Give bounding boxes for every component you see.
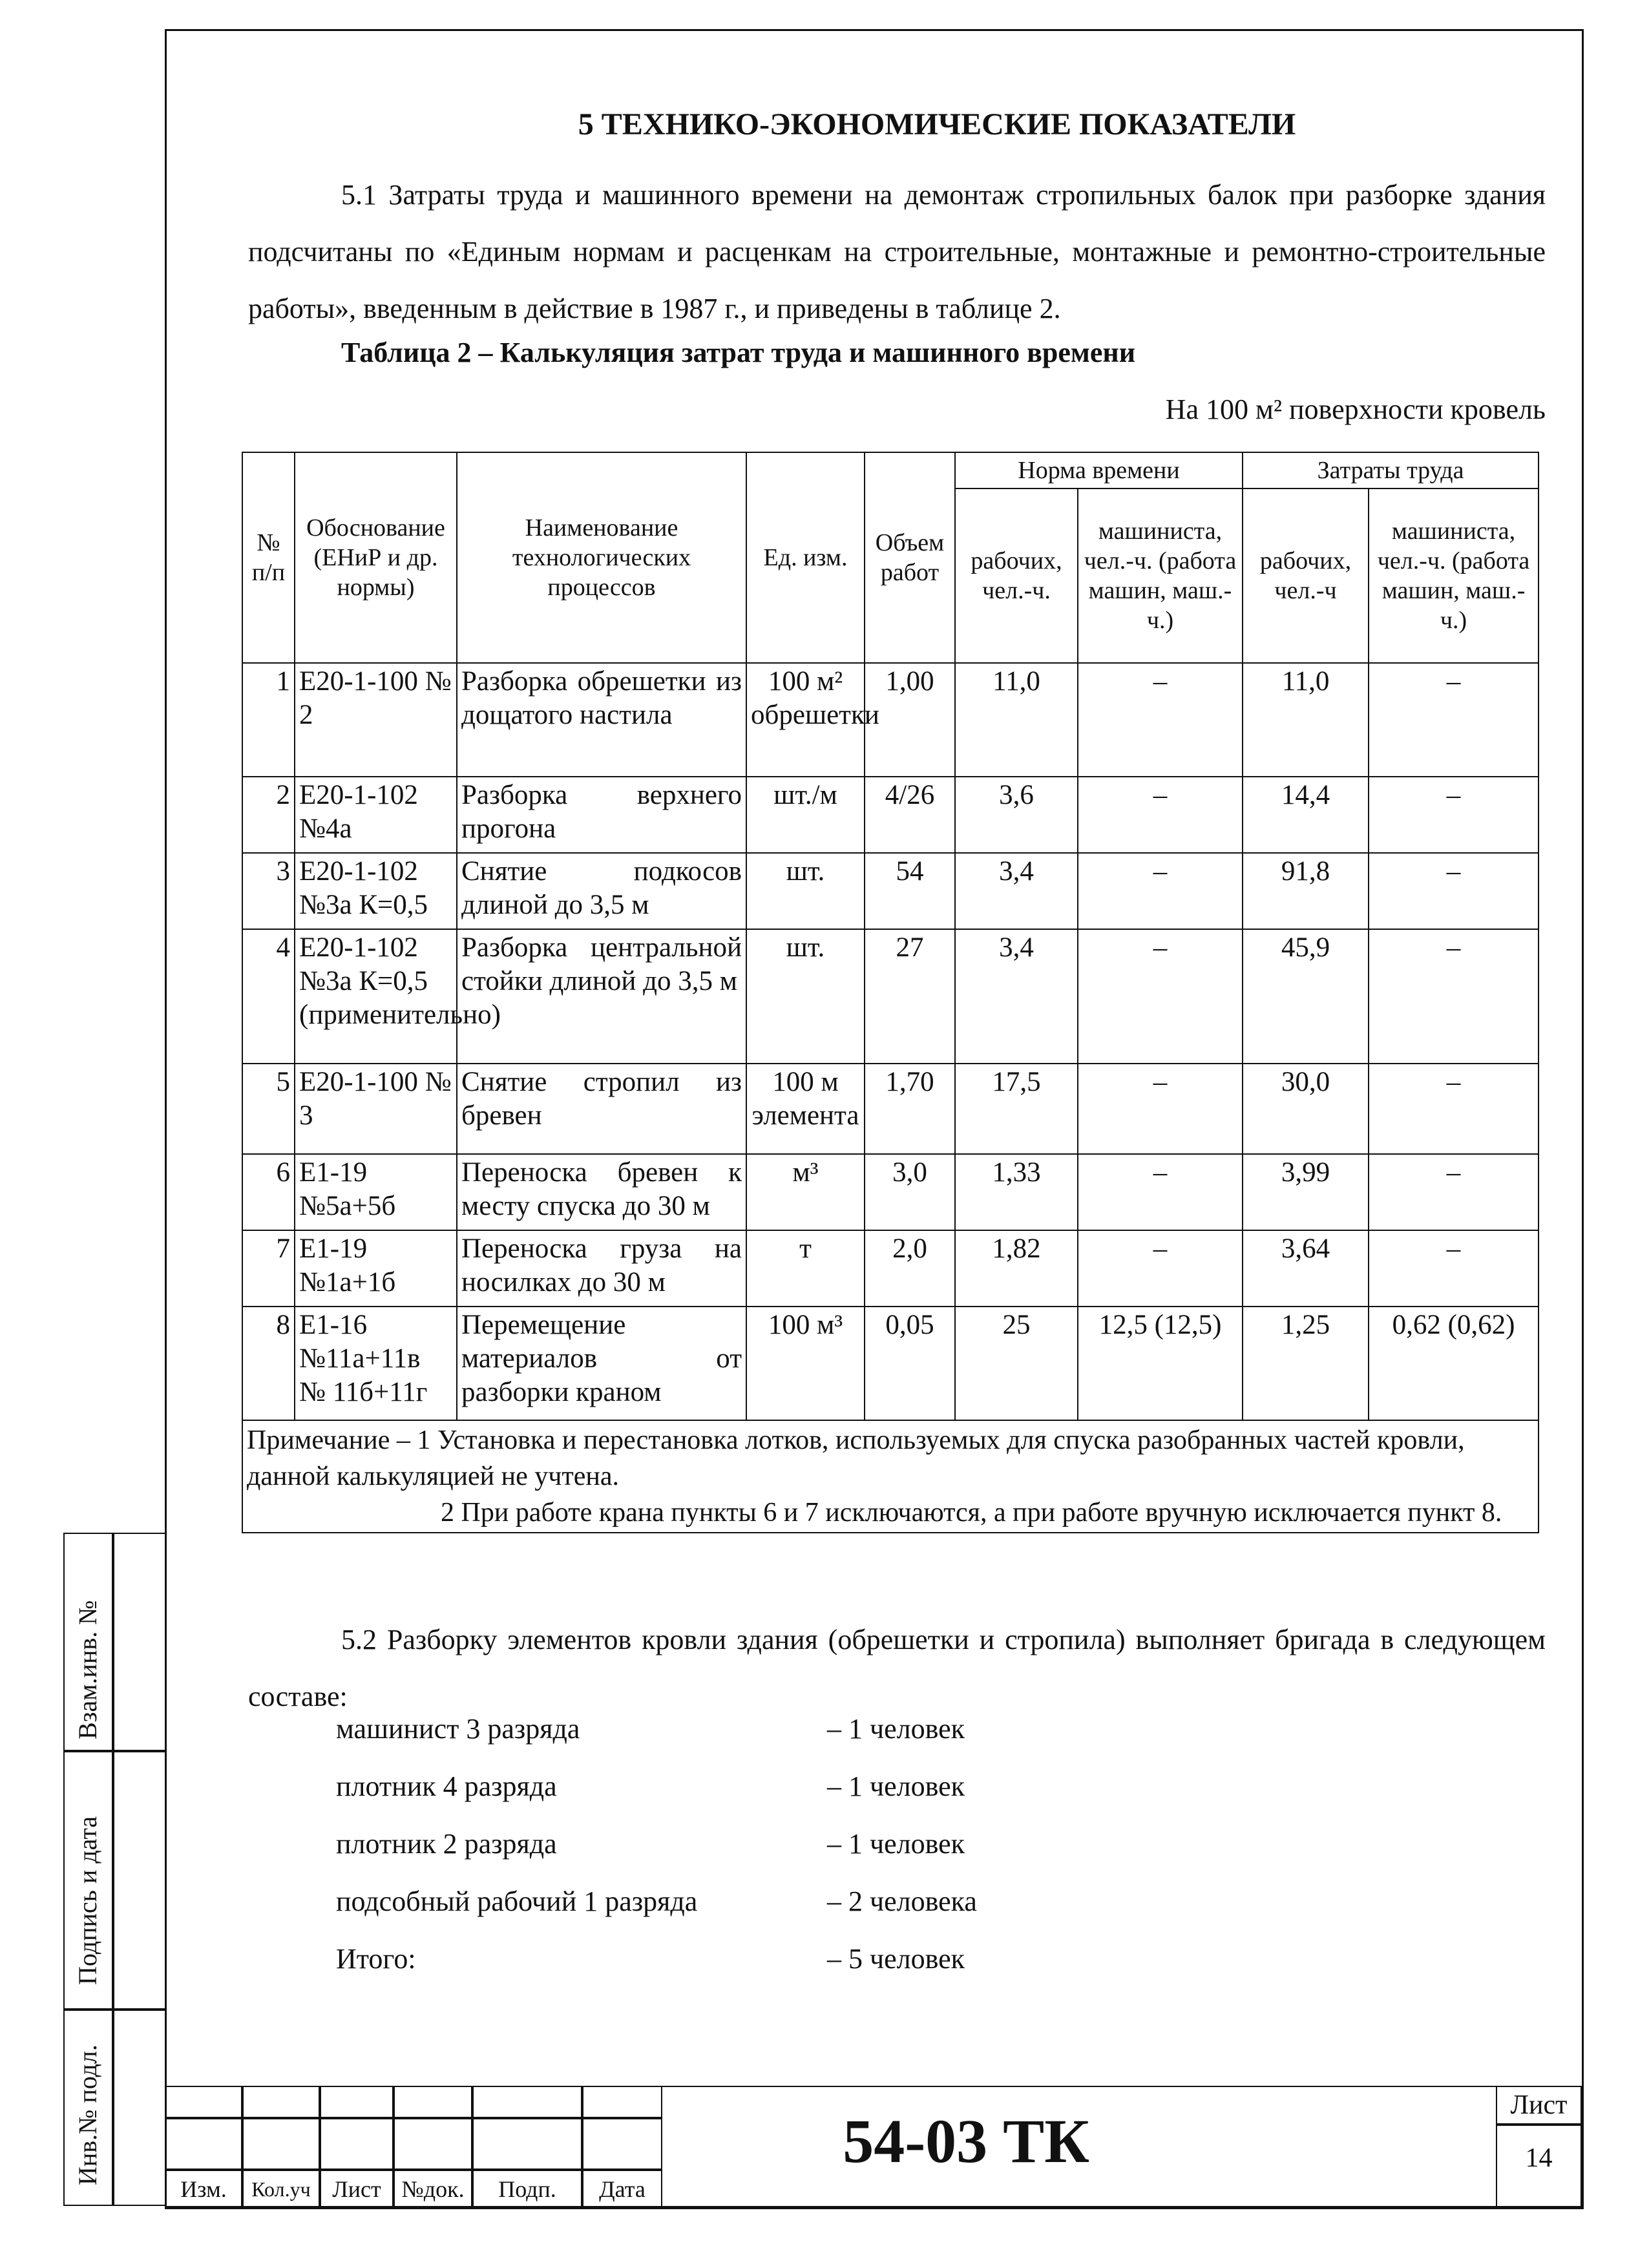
header-volume: Объем работ xyxy=(865,452,955,663)
row-basis: Е20-1-102 №4а xyxy=(295,777,457,853)
side-label-inventory: Инв.№ подл. xyxy=(73,2044,102,2185)
tb-sheet-number: 14 xyxy=(1496,2125,1582,2207)
row-norm-machinist: – xyxy=(1078,1230,1243,1307)
crew-count: – 1 человек xyxy=(827,1770,965,1802)
crew-role: плотник 2 разряда xyxy=(336,1828,557,1860)
header-num: № п/п xyxy=(242,452,295,663)
row-cost-machinist: – xyxy=(1369,663,1539,777)
unit-note: На 100 м² поверхности кровель xyxy=(1165,394,1546,425)
paragraph-5-2 xyxy=(248,1612,1546,1725)
crew-item xyxy=(336,1712,965,1745)
row-name: Перемещение материалов от разборки краном xyxy=(457,1307,746,1420)
row-norm-workers: 3,4 xyxy=(955,853,1078,929)
row-norm-machinist: – xyxy=(1078,1154,1243,1230)
row-name: Разборка центральной стойки длиной до 3,5 м xyxy=(457,929,746,1064)
header-unit: Ед. изм. xyxy=(746,452,865,663)
crew-item xyxy=(336,1942,965,1975)
row-volume: 27 xyxy=(865,929,955,1064)
row-num: 6 xyxy=(242,1154,295,1230)
tb-podp: Подп. xyxy=(472,2170,582,2207)
row-name: Разборка верхнего прогона xyxy=(457,777,746,853)
row-cost-machinist: – xyxy=(1369,777,1539,853)
row-num: 5 xyxy=(242,1064,295,1154)
row-cost-workers: 3,99 xyxy=(1243,1154,1369,1230)
row-basis: Е1-19 №1а+1б xyxy=(295,1230,457,1307)
table-note xyxy=(242,1420,1539,1533)
crew-count: – 5 человек xyxy=(827,1943,965,1975)
paragraph-5-1 xyxy=(248,167,1546,337)
row-unit: шт. xyxy=(746,853,865,929)
row-basis: Е20-1-100 № 2 xyxy=(295,663,457,777)
row-unit: 100 м элемента xyxy=(746,1064,865,1154)
row-unit: 100 м³ xyxy=(746,1307,865,1420)
row-cost-machinist: – xyxy=(1369,853,1539,929)
table-row xyxy=(242,853,1539,929)
row-volume: 1,00 xyxy=(865,663,955,777)
row-cost-workers: 91,8 xyxy=(1243,853,1369,929)
row-basis: Е1-16 №11а+11в № 11б+11г xyxy=(295,1307,457,1420)
row-name: Разборка обрешетки из дощатого настила xyxy=(457,663,746,777)
paragraph-5-1-text: 5.1 Затраты труда и машинного времени на демонтаж стропильных балок при разборке здания подсчитаны по «Единым нормам и расценкам на строительные, монтажные и ремонтно-строительные работы», введенным в действие в 1987 г., и приведены в таблице 2. xyxy=(248,179,1546,324)
row-norm-machinist: – xyxy=(1078,929,1243,1064)
row-name: Переноска бревен к месту спуска до 30 м xyxy=(457,1154,746,1230)
row-cost-machinist: – xyxy=(1369,1064,1539,1154)
row-cost-workers: 14,4 xyxy=(1243,777,1369,853)
row-norm-workers: 3,4 xyxy=(955,929,1078,1064)
row-cost-workers: 1,25 xyxy=(1243,1307,1369,1420)
row-basis: Е20-1-102 №3а К=0,5 xyxy=(295,853,457,929)
row-name: Переноска груза на носилках до 30 м xyxy=(457,1230,746,1307)
tb-sheet-label: Лист xyxy=(1496,2086,1582,2125)
header-cost-machinist: машиниста, чел.-ч. (работа машин, маш.-ч.) xyxy=(1369,488,1539,663)
side-stamp xyxy=(63,1533,164,2205)
row-unit: шт. xyxy=(746,929,865,1064)
note-2: 2 При работе крана пункты 6 и 7 исключаются, а при работе вручную исключается пункт 8. xyxy=(441,1498,1502,1528)
row-cost-machinist: – xyxy=(1369,1230,1539,1307)
row-norm-machinist: – xyxy=(1078,663,1243,777)
row-cost-workers: 30,0 xyxy=(1243,1064,1369,1154)
table-row xyxy=(242,777,1539,853)
table-row xyxy=(242,1154,1539,1230)
row-volume: 2,0 xyxy=(865,1230,955,1307)
row-norm-workers: 17,5 xyxy=(955,1064,1078,1154)
tb-izm: Изм. xyxy=(165,2170,242,2207)
note-1: Примечание – 1 Установка и перестановка лотков, используемых для спуска разобранных частей кровли, данной калькуляцией не учтена. xyxy=(247,1425,1465,1491)
crew-role: Итого: xyxy=(336,1943,416,1975)
crew-role: подсобный рабочий 1 разряда xyxy=(336,1885,698,1917)
row-cost-workers: 11,0 xyxy=(1243,663,1369,777)
labor-cost-table xyxy=(242,452,1539,1533)
row-norm-machinist: 12,5 (12,5) xyxy=(1078,1307,1243,1420)
row-num: 7 xyxy=(242,1230,295,1307)
row-name: Снятие стропил из бревен xyxy=(457,1064,746,1154)
row-norm-workers: 1,33 xyxy=(955,1154,1078,1230)
crew-item xyxy=(336,1885,977,1918)
tb-kol: Кол.уч xyxy=(242,2170,320,2207)
row-norm-machinist: – xyxy=(1078,1064,1243,1154)
crew-count: – 1 человек xyxy=(827,1713,965,1745)
row-cost-machinist: 0,62 (0,62) xyxy=(1369,1307,1539,1420)
row-name: Снятие подкосов длиной до 3,5 м xyxy=(457,853,746,929)
table-caption: Таблица 2 – Калькуляция затрат труда и машинного времени xyxy=(341,337,1136,368)
tb-list: Лист xyxy=(320,2170,394,2207)
row-norm-machinist: – xyxy=(1078,853,1243,929)
row-num: 3 xyxy=(242,853,295,929)
row-cost-workers: 45,9 xyxy=(1243,929,1369,1064)
header-norm-workers: рабочих, чел.-ч. xyxy=(955,488,1078,663)
side-label-signature: Подпись и дата xyxy=(73,1816,102,1985)
crew-item xyxy=(336,1827,965,1860)
row-num: 8 xyxy=(242,1307,295,1420)
row-norm-machinist: – xyxy=(1078,777,1243,853)
crew-count: – 1 человек xyxy=(827,1828,965,1860)
crew-count: – 2 человека xyxy=(827,1885,977,1917)
table-row xyxy=(242,1064,1539,1154)
row-norm-workers: 25 xyxy=(955,1307,1078,1420)
header-cost: Затраты труда xyxy=(1243,452,1539,488)
row-num: 1 xyxy=(242,663,295,777)
row-unit: м³ xyxy=(746,1154,865,1230)
side-label-replace: Взам.инв. № xyxy=(73,1600,102,1739)
document-code: 54-03 ТК xyxy=(843,2106,1089,2176)
table-row xyxy=(242,929,1539,1064)
row-norm-workers: 1,82 xyxy=(955,1230,1078,1307)
crew-role: плотник 4 разряда xyxy=(336,1770,557,1802)
row-num: 2 xyxy=(242,777,295,853)
header-basis: Обоснование (ЕНиР и др. нормы) xyxy=(295,452,457,663)
table-row xyxy=(242,1230,1539,1307)
row-cost-workers: 3,64 xyxy=(1243,1230,1369,1307)
header-cost-workers: рабочих, чел.-ч xyxy=(1243,488,1369,663)
row-volume: 1,70 xyxy=(865,1064,955,1154)
header-norm: Норма времени xyxy=(955,452,1243,488)
row-unit: т xyxy=(746,1230,865,1307)
row-cost-machinist: – xyxy=(1369,929,1539,1064)
section-heading: 5 ТЕХНИКО-ЭКОНОМИЧЕСКИЕ ПОКАЗАТЕЛИ xyxy=(578,107,1296,142)
row-volume: 54 xyxy=(865,853,955,929)
row-unit: 100 м² обрешетки xyxy=(746,663,865,777)
paragraph-5-2-text: 5.2 Разборку элементов кровли здания (обрешетки и стропила) выполняет бригада в следующем составе: xyxy=(248,1624,1546,1712)
header-name: Наименование технологических процессов xyxy=(457,452,746,663)
row-unit: шт./м xyxy=(746,777,865,853)
title-block xyxy=(165,2086,1582,2207)
row-cost-machinist: – xyxy=(1369,1154,1539,1230)
row-volume: 0,05 xyxy=(865,1307,955,1420)
row-basis: Е20-1-100 № 3 xyxy=(295,1064,457,1154)
table-row xyxy=(242,1307,1539,1420)
row-volume: 3,0 xyxy=(865,1154,955,1230)
table-row xyxy=(242,663,1539,777)
crew-role: машинист 3 разряда xyxy=(336,1713,580,1745)
tb-ndok: №док. xyxy=(394,2170,472,2207)
row-basis: Е1-19 №5а+5б xyxy=(295,1154,457,1230)
row-norm-workers: 11,0 xyxy=(955,663,1078,777)
tb-data: Дата xyxy=(582,2170,662,2207)
header-norm-machinist: машиниста, чел.-ч. (работа машин, маш.-ч.) xyxy=(1078,488,1243,663)
row-num: 4 xyxy=(242,929,295,1064)
crew-item xyxy=(336,1770,965,1803)
row-volume: 4/26 xyxy=(865,777,955,853)
row-norm-workers: 3,6 xyxy=(955,777,1078,853)
row-basis: Е20-1-102 №3а К=0,5 (применительно) xyxy=(295,929,457,1064)
